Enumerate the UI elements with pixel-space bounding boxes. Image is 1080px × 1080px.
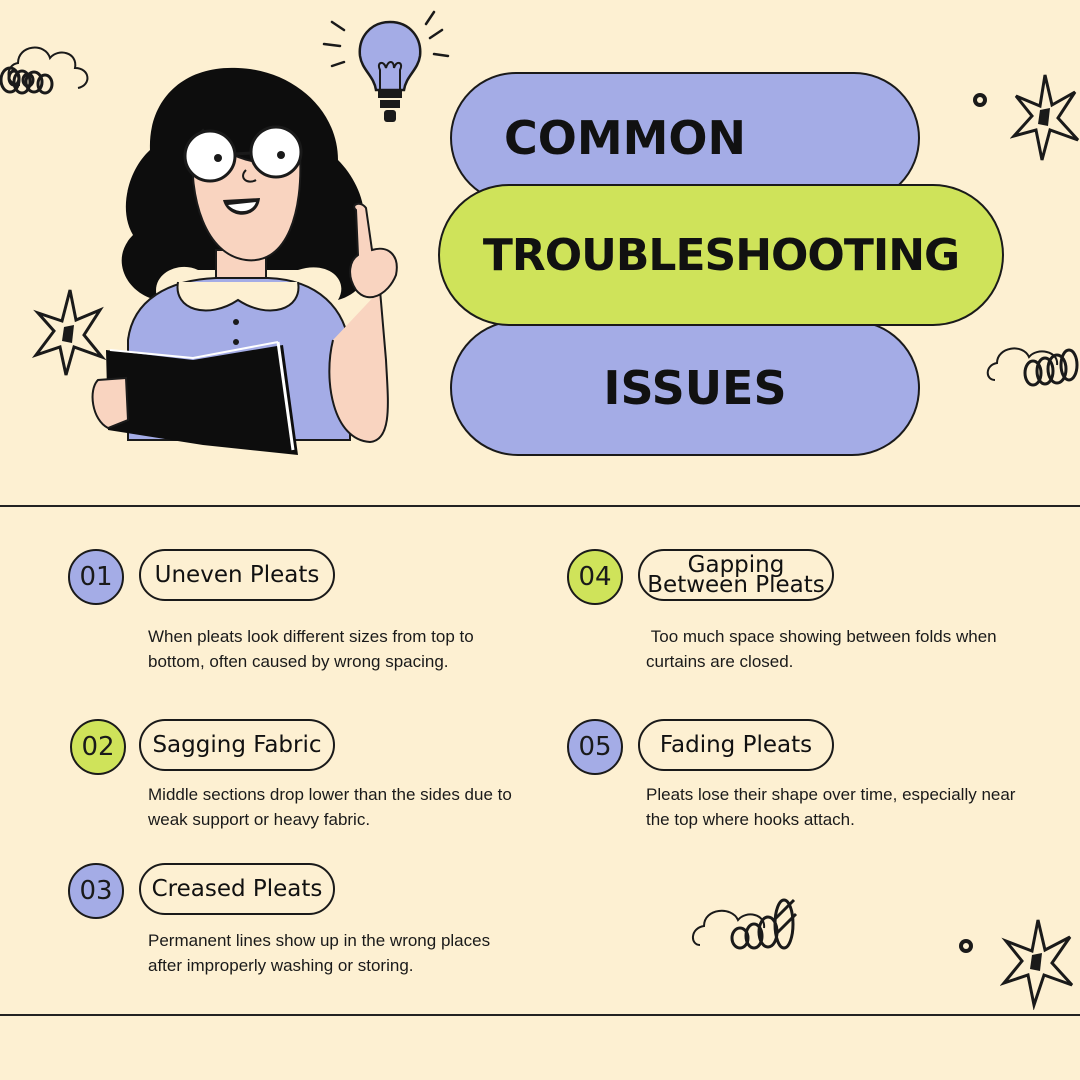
issue-title-line-1: Gapping (687, 552, 785, 578)
scribble-cloud-icon (0, 30, 95, 100)
bottom-divider (0, 1014, 1080, 1016)
girl-reading-illustration (88, 60, 418, 460)
issue-number: 01 (79, 562, 113, 592)
scribble-cloud-icon (985, 325, 1080, 395)
issue-description: Middle sections drop lower than the sides due to weak support or heavy fabric. (148, 785, 512, 829)
issue-title-tag (139, 719, 335, 771)
issue-description: Permanent lines show up in the wrong places after improperly washing or storing. (148, 931, 491, 975)
dot-icon (970, 90, 990, 110)
star-burst-icon (1010, 70, 1080, 165)
issue-number-badge (567, 719, 623, 775)
issue-title-tag (139, 863, 335, 915)
issue-title: Fading Pleats (659, 732, 813, 758)
issue-number-badge (68, 863, 124, 919)
issue-number-badge (70, 719, 126, 775)
scribble-cloud-icon (690, 890, 805, 955)
issue-number: 03 (79, 876, 113, 906)
issue-title-tag (638, 549, 834, 601)
issue-title-tag (139, 549, 335, 601)
issue-title-line-2: Between Pleats (647, 572, 825, 598)
title-pill-troubleshooting (438, 184, 1004, 326)
title-line-1: COMMON (503, 111, 747, 165)
issue-description: Pleats lose their shape over time, especially near the top where hooks attach. (646, 785, 1016, 829)
star-burst-icon (1000, 915, 1075, 1010)
issue-description: Too much space showing between folds when curtains are closed. (646, 627, 1002, 671)
issue-title: Sagging Fabric (152, 732, 322, 758)
issue-number: 04 (578, 562, 612, 592)
dot-icon (956, 936, 976, 956)
issue-title: Uneven Pleats (154, 562, 320, 588)
issue-number-badge (567, 549, 623, 605)
title-line-3: ISSUES (603, 361, 787, 415)
title-pill-issues (450, 320, 920, 456)
issue-title-tag (638, 719, 834, 771)
issue-description: When pleats look different sizes from top to bottom, often caused by wrong spacing. (148, 627, 474, 671)
issue-number: 02 (81, 732, 115, 762)
issue-number: 05 (578, 732, 612, 762)
top-divider (0, 505, 1080, 507)
issue-title: Creased Pleats (151, 876, 323, 902)
issue-number-badge (68, 549, 124, 605)
title-line-2: TROUBLESHOOTING (482, 229, 960, 281)
